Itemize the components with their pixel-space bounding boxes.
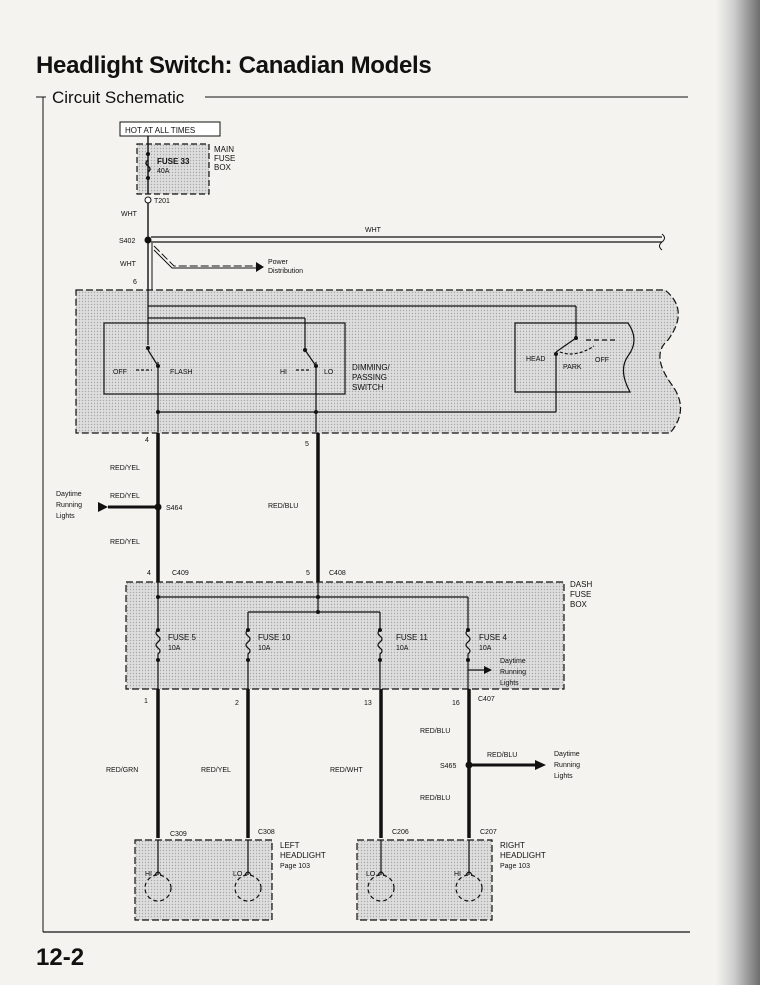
connector-c407-label: C407 (478, 696, 495, 703)
right-headlight-lo-label: LO (366, 871, 376, 878)
wire-wht-horizontal-label: WHT (365, 227, 381, 234)
drl-left-arrow (98, 502, 108, 512)
pin-16: 16 (452, 700, 460, 707)
splice-s465-label: S465 (440, 763, 457, 770)
wire-wht-lower-label: WHT (120, 261, 136, 268)
drl-right-label-3: Lights (554, 773, 573, 780)
left-headlight-box (135, 840, 272, 920)
connector-c308-label: C308 (258, 829, 275, 836)
connector-t201 (145, 197, 151, 203)
switch-off-right-label: OFF (595, 357, 609, 364)
right-headlight-page-ref: Page 103 (500, 863, 530, 870)
main-fuse-box-label-1: MAIN (214, 145, 234, 154)
right-headlight-label-2: HEADLIGHT (500, 851, 546, 860)
switch-park-label: PARK (563, 364, 582, 371)
fuse-5-rating: 10A (168, 645, 181, 652)
wire-red-blu-b-label: RED/BLU (487, 752, 518, 759)
switch-off-label: OFF (113, 369, 127, 376)
pin-4-lower: 4 (147, 570, 151, 577)
wire-red-yel-label-1: RED/YEL (110, 465, 140, 472)
fuse-11-rating: 10A (396, 645, 409, 652)
connector-c206-label: C206 (392, 829, 409, 836)
right-headlight-label-1: RIGHT (500, 841, 525, 850)
right-headlight-hi-label: HI (454, 871, 461, 878)
pin-1: 1 (144, 698, 148, 705)
fuse-5-label: FUSE 5 (168, 633, 197, 642)
left-headlight-hi-label: HI (145, 871, 152, 878)
dash-fuse-box-label-2: FUSE (570, 590, 592, 599)
connector-c309-label: C309 (170, 831, 187, 838)
wire-red-blu-c-label: RED/BLU (420, 795, 451, 802)
switch-flash-label: FLASH (170, 369, 193, 376)
drl-right-label-1: Daytime (554, 751, 580, 758)
connector-c207-label: C207 (480, 829, 497, 836)
page-number: 12-2 (36, 944, 85, 971)
wire-wht-top-label: WHT (121, 211, 137, 218)
splice-s465 (466, 762, 473, 769)
left-headlight-label-2: HEADLIGHT (280, 851, 326, 860)
main-fuse-box-label-2: FUSE (214, 154, 236, 163)
wire-red-grn-label: RED/GRN (106, 767, 139, 774)
hot-at-all-times-label: HOT AT ALL TIMES (125, 126, 196, 135)
wire-red-yel-label-2: RED/YEL (110, 493, 140, 500)
connector-c409-label: C409 (172, 570, 189, 577)
dimming-switch-label-3: SWITCH (352, 383, 384, 392)
wire-red-yel-label-3: RED/YEL (110, 539, 140, 546)
dimming-switch-label-2: PASSING (352, 373, 387, 382)
left-headlight-lo-label: LO (233, 871, 243, 878)
pin-4-upper: 4 (145, 437, 149, 444)
wire-red-yel-lower-label: RED/YEL (201, 767, 231, 774)
drl-inner-label-3: Lights (500, 680, 519, 687)
drl-inner-label-1: Daytime (500, 658, 526, 665)
dash-fuse-box-label-1: DASH (570, 580, 593, 589)
splice-s464-label: S464 (166, 505, 183, 512)
drl-inner-label-2: Running (500, 669, 527, 676)
connector-c408-label: C408 (329, 570, 346, 577)
switch-head-label: HEAD (526, 356, 546, 363)
wire-red-wht-label: RED/WHT (330, 767, 363, 774)
fuse-10-rating: 10A (258, 645, 271, 652)
drl-left-label-1: Daytime (56, 491, 82, 498)
fuse-11-label: FUSE 11 (396, 633, 428, 642)
main-fuse-box-label-3: BOX (214, 163, 231, 172)
left-headlight-label-1: LEFT (280, 841, 300, 850)
splice-s402-label: S402 (119, 238, 136, 245)
drl-left-label-2: Running (56, 502, 83, 509)
left-headlight-page-ref: Page 103 (280, 863, 310, 870)
wire-red-blu-upper-label: RED/BLU (268, 503, 299, 510)
drl-right-arrow (535, 760, 546, 770)
splice-s402 (145, 237, 152, 244)
fuse-4-label: FUSE 4 (479, 633, 508, 642)
fuse-33-rating: 40A (157, 168, 170, 175)
power-distribution-label-1: Power (268, 259, 288, 266)
splice-s464 (155, 504, 162, 511)
drl-left-label-3: Lights (56, 513, 75, 520)
dash-fuse-box-label-3: BOX (570, 600, 587, 609)
pin-5-upper: 5 (305, 441, 309, 448)
fuse-33-label: FUSE 33 (157, 157, 190, 166)
drl-right-label-2: Running (554, 762, 581, 769)
connector-t201-label: T201 (154, 198, 170, 205)
pin-5-lower: 5 (306, 570, 310, 577)
switch-hi-label: HI (280, 369, 287, 376)
dimming-switch-label-1: DIMMING/ (352, 363, 390, 372)
pin-2: 2 (235, 700, 239, 707)
fuse-10-label: FUSE 10 (258, 633, 291, 642)
section-frame (36, 97, 690, 932)
power-distribution-label-2: Distribution (268, 268, 304, 275)
wire-red-blu-a-label: RED/BLU (420, 728, 451, 735)
section-title: Circuit Schematic (52, 88, 185, 107)
page-title: Headlight Switch: Canadian Models (36, 52, 432, 79)
pin-6-top: 6 (133, 279, 137, 286)
switch-lo-label: LO (324, 369, 334, 376)
fuse-4-rating: 10A (479, 645, 492, 652)
pin-13: 13 (364, 700, 372, 707)
right-headlight-box (357, 840, 492, 920)
power-distribution-arrow (256, 262, 264, 272)
